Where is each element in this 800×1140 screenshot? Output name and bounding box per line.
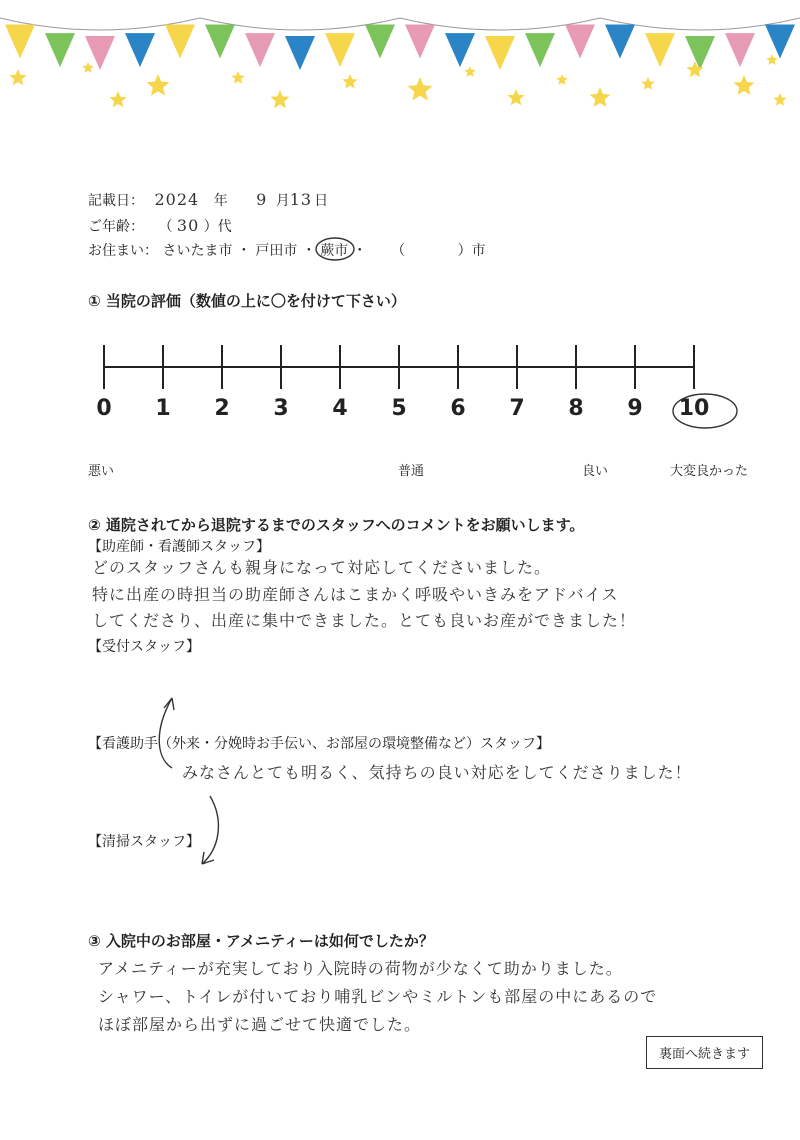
star-icon	[147, 74, 170, 96]
cleaning-label: 【清掃スタッフ】	[88, 834, 200, 850]
star-icon	[556, 74, 567, 85]
scale-number: 4	[332, 396, 348, 421]
star-icon	[734, 75, 755, 95]
residence-option-warabi-label: 蕨市	[320, 243, 349, 259]
room-comment-line2: シャワー、トイレが付いており哺乳ビンやミルトンも部屋の中にあるので	[98, 987, 658, 1006]
scale-number: 8	[568, 396, 584, 421]
bunting-flag	[125, 33, 155, 67]
bunting-decoration	[0, 0, 800, 130]
star-icon	[507, 89, 524, 105]
date-label: 記載日：	[88, 193, 144, 209]
bunting-flag	[405, 24, 435, 58]
midwife-label: 【助産師・看護師スタッフ】	[88, 539, 270, 555]
star-icon	[109, 91, 126, 107]
room-comment-line3: ほぼ部屋から出ずに過ごせて快適でした。	[98, 1015, 422, 1034]
selection-circle	[314, 236, 356, 262]
scale-number: 9	[627, 396, 643, 421]
residence-row	[88, 240, 486, 260]
residence-separator: ・	[352, 243, 367, 259]
continue-box: 裏面へ続きます	[646, 1036, 763, 1069]
scale-number: 5	[391, 396, 407, 421]
bunting-flag	[525, 33, 555, 67]
date-day: 13	[289, 190, 313, 209]
bunting-flag	[205, 24, 235, 58]
residence-option-toda: 戸田市	[255, 243, 298, 259]
age-value: 30	[176, 216, 200, 235]
age-open: （	[158, 219, 173, 235]
midwife-comment-line3: してくださり、出産に集中できました。とても良いお産ができました！	[92, 611, 637, 630]
scale-number: 6	[450, 396, 466, 421]
star-icon	[342, 74, 357, 89]
midwife-comment-line2: 特に出産の時担当の助産師さんはこまかく呼吸やいきみをアドバイス	[92, 585, 619, 604]
date-day-unit: 日	[314, 193, 329, 209]
age-label: ご年齢：	[88, 219, 144, 235]
rating-selection-circle	[670, 391, 740, 431]
arrow-icon	[150, 690, 230, 880]
assistant-comment: みなさんとても明るく、気持ちの良い対応をしてくださりました！	[182, 763, 692, 782]
bunting-flag	[365, 24, 395, 58]
scale-number: 7	[509, 396, 525, 421]
date-month-unit: 月	[275, 193, 290, 209]
residence-option-saitama: さいたま市	[162, 243, 233, 259]
bunting-flag	[5, 24, 35, 58]
bunting-flag	[45, 33, 75, 67]
star-icon	[590, 87, 611, 107]
scale-number: 1	[155, 396, 171, 421]
residence-label: お住まい：	[88, 243, 158, 259]
star-icon	[773, 93, 786, 106]
bunting-flag	[85, 36, 115, 70]
date-month: 9	[256, 190, 268, 209]
bunting-flag	[645, 33, 675, 67]
bunting-flag	[245, 33, 275, 67]
scale-label-great: 大変良かった	[670, 464, 749, 479]
star-icon	[766, 54, 777, 65]
bunting-flag	[605, 24, 635, 58]
section3-title: ③ 入院中のお部屋・アメニティーは如何でしたか？	[88, 932, 434, 950]
section1-title: ① 当院の評価（数値の上に〇を付けて下さい）	[88, 292, 406, 310]
date-year: 2024	[154, 190, 200, 209]
scale-label-good: 良い	[582, 464, 609, 479]
bunting-flag	[325, 33, 355, 67]
age-close: ）代	[203, 219, 232, 235]
bunting-flag	[165, 24, 195, 58]
age-row	[88, 216, 232, 236]
scale-number: 0	[96, 396, 112, 421]
scale-number: 3	[273, 396, 289, 421]
reception-label: 【受付スタッフ】	[88, 639, 200, 655]
scale-label-normal: 普通	[398, 464, 425, 479]
bunting-flag	[685, 36, 715, 70]
bunting-flag	[485, 36, 515, 70]
rating-scale	[90, 335, 720, 395]
residence-other-close: ）市	[457, 243, 486, 259]
star-icon	[82, 62, 93, 73]
bunting-flag	[725, 33, 755, 67]
date-year-unit: 年	[213, 193, 228, 209]
star-icon	[271, 90, 290, 108]
bunting-flag	[445, 33, 475, 67]
star-icon	[231, 71, 244, 84]
midwife-comment-line1: どのスタッフさんも親身になって対応してくださいました。	[92, 558, 552, 577]
room-comment-line1: アメニティーが充実しており入院時の荷物が少なくて助かりました。	[98, 959, 623, 978]
residence-separator: ・	[301, 243, 316, 259]
scale-number: 10	[678, 396, 710, 421]
bunting-string	[0, 18, 800, 30]
star-icon	[9, 69, 26, 85]
scale-label-bad: 悪い	[88, 464, 115, 479]
bunting-flag	[765, 24, 795, 58]
star-icon	[408, 77, 433, 101]
star-icon	[641, 77, 654, 90]
bunting-flag	[285, 36, 315, 70]
residence-option-warabi	[320, 240, 348, 260]
date-row	[88, 190, 328, 210]
residence-other-open: （	[391, 243, 406, 259]
assistant-label: 【看護助手（外来・分娩時お手伝い、お部屋の環境整備など）スタッフ】	[88, 736, 550, 752]
star-icon	[464, 66, 475, 77]
bunting-flag	[565, 24, 595, 58]
section2-title: ② 通院されてから退院するまでのスタッフへのコメントをお願いします。	[88, 516, 585, 534]
residence-separator: ・	[236, 243, 251, 259]
scale-number: 2	[214, 396, 230, 421]
